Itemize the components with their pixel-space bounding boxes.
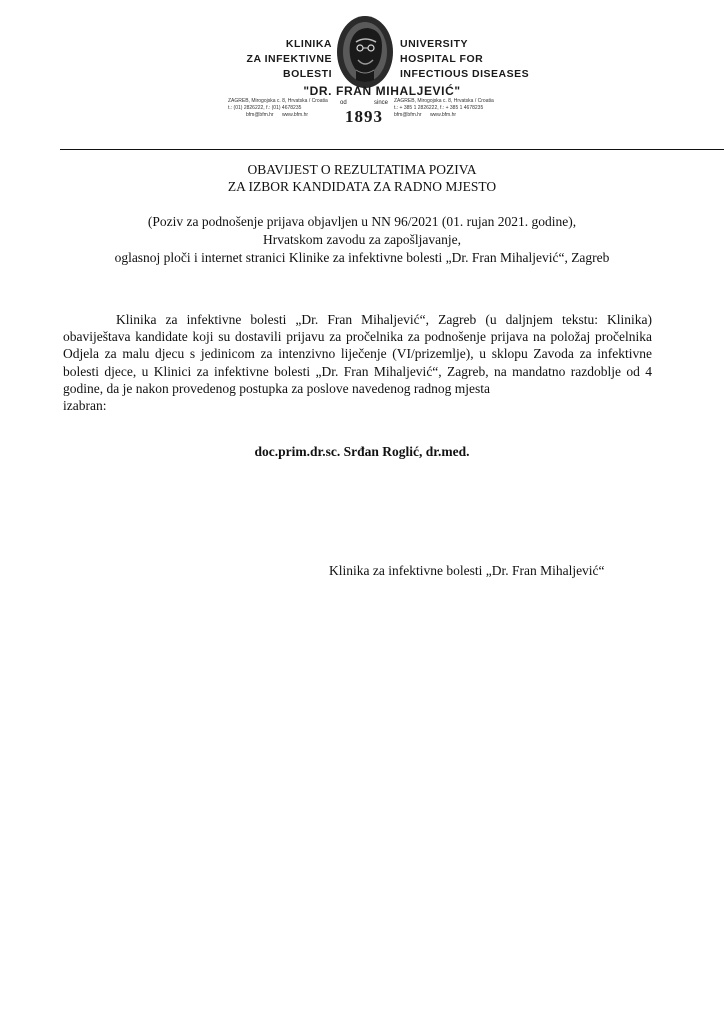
signature: Klinika za infektivne bolesti „Dr. Fran Mihaljević“ [329, 563, 605, 578]
website-link-right[interactable]: www.bfm.hr [429, 112, 457, 118]
name-hr-line-1: KLINIKA [285, 38, 332, 50]
body-text: Klinika za infektivne bolesti „Dr. Fran Mihaljević“, Zagreb (u daljnjem tekstu: Klinika) obaviještava kandidate koji su dostavili prijavu za pročelnika za podnošenje prijava na položaj pročelnika Odjela za malu djecu s jedinicom za intenzivno liječenje (VI/prizemlje), u sklopu Zavoda za infektivne bolesti djece, u Klinici za infektivne bolesti „Dr. Fran Mihaljević“, Zagreb, na mandatno razdoblje od 4 godine, da je nakon provedenog postupka za poslove navedenog radnog mjesta [63, 312, 652, 396]
address-hr: ZAGREB, Mirogojska c. 8, Hrvatska / Croatia [228, 98, 328, 104]
header-divider [60, 149, 724, 150]
honoree-name: "DR. FRAN MIHALJEVIĆ" [303, 84, 461, 98]
address-en: ZAGREB, Mirogojska c. 8, Hrvatska / Croatia [394, 98, 494, 104]
call-reference [0, 213, 724, 267]
since-label: since [373, 100, 388, 106]
web-croatian [246, 112, 336, 119]
name-hr-line-3: BOLESTI [282, 68, 332, 80]
selected-candidate: doc.prim.dr.sc. Srđan Roglić, dr.med. [254, 444, 470, 459]
phone-hr: t.: (01) 2826222, f.: (01) 4678235 [228, 105, 302, 111]
hospital-name-english [400, 37, 550, 82]
letterhead [0, 0, 724, 140]
name-hr-line-2: ZA INFEKTIVNE [246, 53, 332, 65]
name-en-line-3: INFECTIOUS DISEASES [400, 68, 530, 80]
email-link-left[interactable]: bfm@bfm.hr [246, 112, 274, 118]
title-line-2: ZA IZBOR KANDIDATA ZA RADNO MJESTO [227, 179, 497, 194]
name-en-line-1: UNIVERSITY [400, 38, 469, 50]
body-end: izabran: [63, 398, 107, 414]
hospital-name-croatian [232, 37, 332, 82]
od-label: od [340, 100, 347, 106]
founding-year: 1893 [345, 107, 383, 126]
phone-en: t.: + 385 1 2826222, f.: + 385 1 4678235 [394, 105, 484, 111]
founded-label [340, 100, 388, 106]
website-link-left[interactable]: www.bfm.hr [281, 112, 309, 118]
call-line-2: Hrvatskom zavodu za zapošljavanje, [263, 232, 461, 247]
call-line-1: (Poziv za podnošenje prijava objavljen u NN 96/2021 (01. rujan 2021. godine), [147, 214, 577, 229]
contact-croatian [228, 98, 338, 112]
notice-body [63, 311, 652, 414]
email-link-right[interactable]: bfm@bfm.hr [394, 112, 422, 118]
document-title [0, 161, 724, 195]
founder-portrait-logo [334, 14, 396, 94]
call-line-3: oglasnoj ploči i internet stranici Klinike za infektivne bolesti „Dr. Fran Mihaljević“, Zagreb [114, 250, 610, 265]
name-en-line-2: HOSPITAL FOR [400, 53, 484, 65]
web-english [394, 112, 494, 119]
contact-english [394, 98, 524, 112]
title-line-1: OBAVIJEST O REZULTATIMA POZIVA [247, 162, 477, 177]
